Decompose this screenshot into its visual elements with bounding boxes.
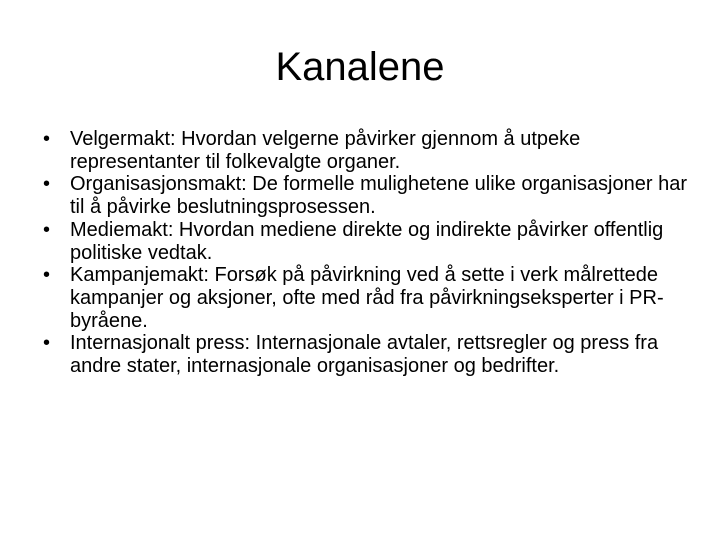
bullet-text: Mediemakt: Hvordan mediene direkte og indirekte påvirker offentlig politiske vedtak.	[70, 218, 664, 264]
bullet-item-organisasjonsmakt	[43, 173, 693, 218]
bullet-text: Kampanjemakt: Forsøk på påvirkning ved å sette i verk målrettede kampanjer og aksjoner, ofte med råd fra påvirkningseksperter i PR-byråene.	[70, 264, 664, 332]
bullet-item-mediemakt	[43, 219, 693, 264]
bullet-icon: •	[43, 128, 51, 150]
bullet-item-velgermakt	[43, 128, 693, 173]
bullet-text: Organisasjonsmakt: De formelle mulighetene ulike organisasjoner har til å påvirke beslutningsprosessen.	[70, 173, 687, 219]
bullet-item-internasjonalt-press	[43, 332, 693, 377]
bullet-item-kampanjemakt	[43, 264, 693, 332]
bullet-icon: •	[43, 218, 51, 241]
slide-title: Kanalene	[275, 45, 445, 89]
bullet-icon: •	[43, 264, 51, 287]
bullet-text: Internasjonalt press: Internasjonale avtaler, rettsregler og press fra andre stater, internasjonale organisasjoner og bedrifter.	[70, 332, 659, 378]
bullet-icon: •	[43, 332, 51, 355]
bullet-icon: •	[43, 173, 51, 196]
bullet-list	[43, 128, 693, 378]
bullet-text: Velgermakt: Hvordan velgerne påvirker gjennom å utpeke representanter til folkevalgte organer.	[70, 128, 581, 173]
